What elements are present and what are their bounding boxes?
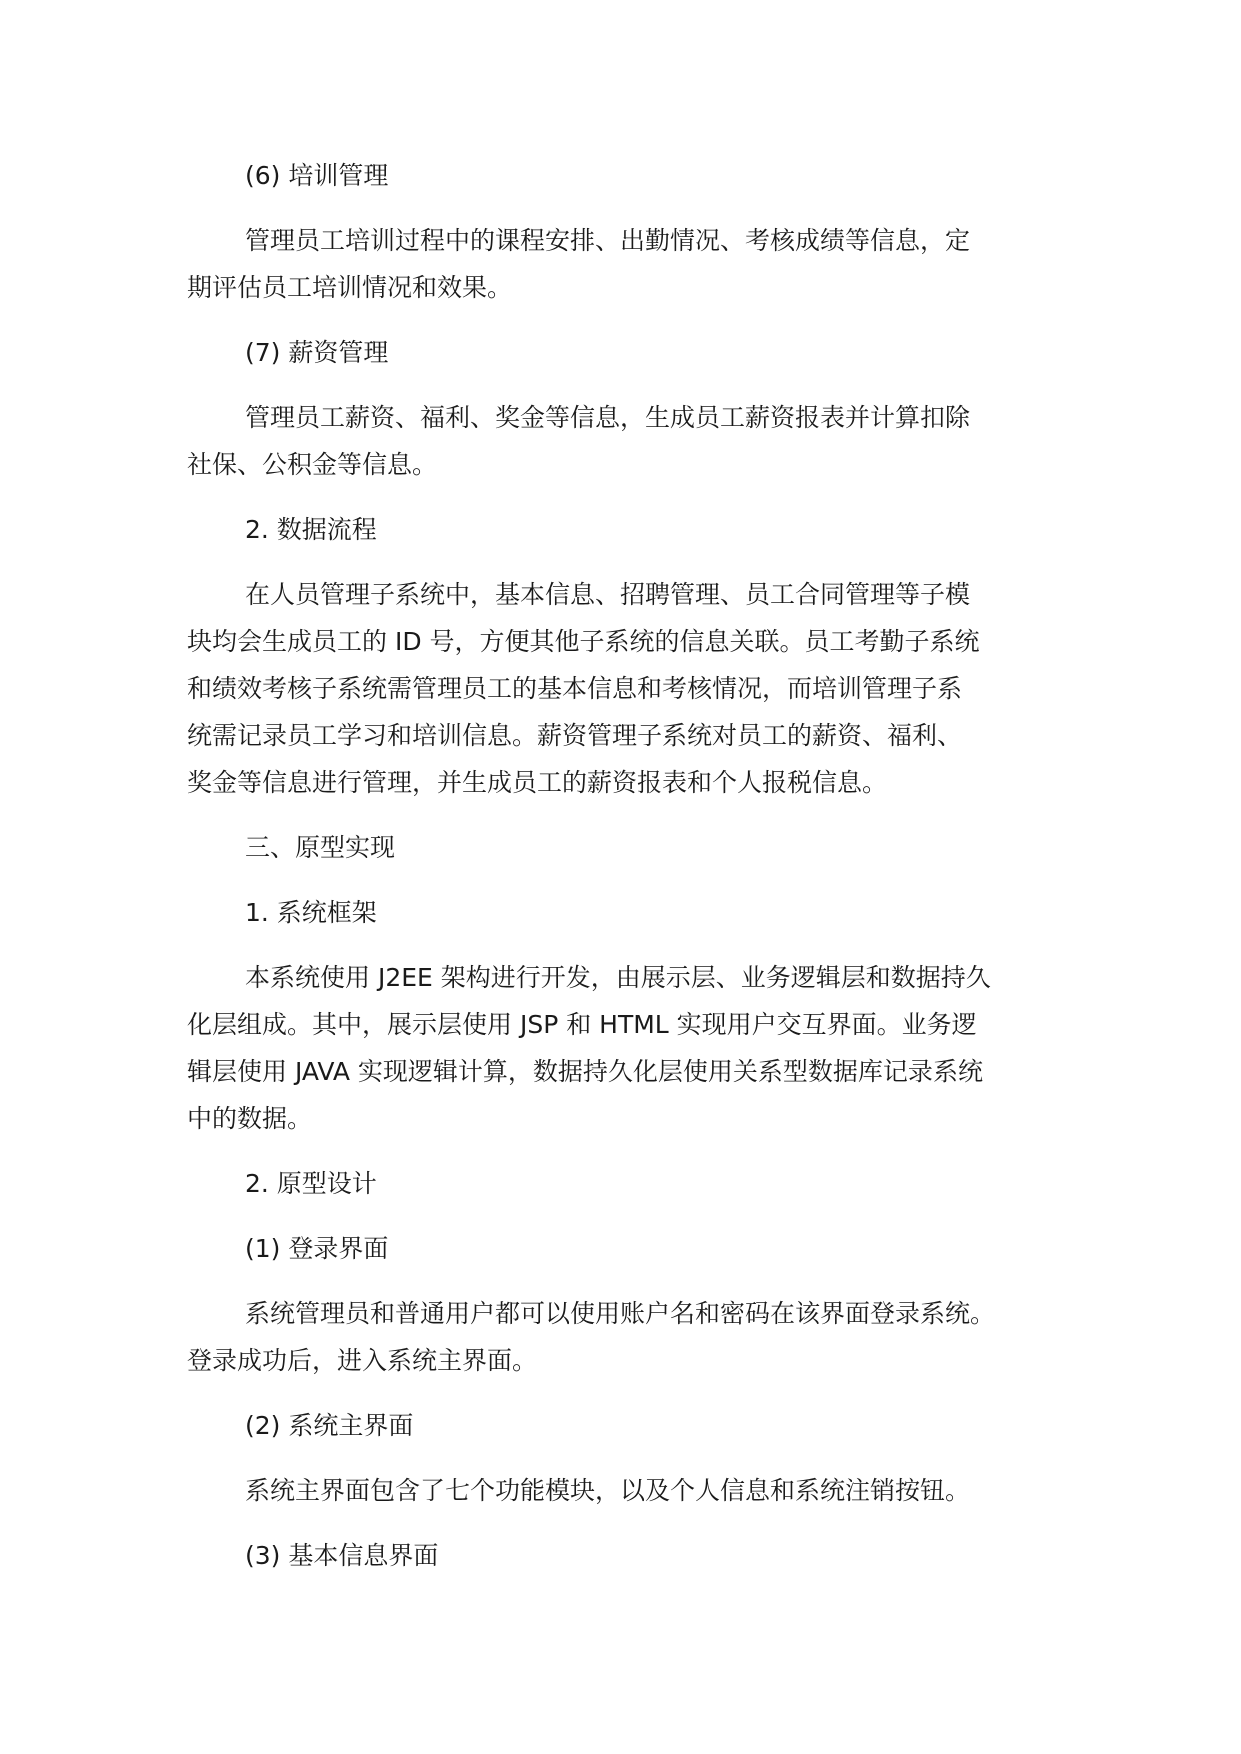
paragraph-line: 化层组成。其中，展示层使用 JSP 和 HTML 实现用户交互界面。业务逻 [187,1010,977,1039]
paragraph-line: 系统管理员和普通用户都可以使用账户名和密码在该界面登录系统。 [245,1299,996,1328]
section-heading [187,1160,1067,1207]
section-heading [187,506,1067,553]
paragraph [187,217,1067,311]
heading-text: (6) 培训管理 [245,161,389,190]
paragraph [187,1467,1067,1514]
paragraph-line: 期评估员工培训情况和效果。 [187,273,513,302]
section-heading [187,1225,1067,1272]
section-heading [187,889,1067,936]
document-body [187,152,1067,1597]
paragraph-line: 管理员工培训过程中的课程安排、出勤情况、考核成绩等信息，定 [245,226,971,255]
paragraph-line: 中的数据。 [187,1104,313,1133]
paragraph-line: 奖金等信息进行管理，并生成员工的薪资报表和个人报税信息。 [187,768,888,797]
heading-text: (2) 系统主界面 [245,1411,414,1440]
section-heading [187,1532,1067,1579]
paragraph [187,394,1067,488]
paragraph [187,571,1067,806]
paragraph-line: 统需记录员工学习和培训信息。薪资管理子系统对员工的薪资、福利、 [187,721,963,750]
paragraph-line: 本系统使用 J2EE 架构进行开发，由展示层、业务逻辑层和数据持久 [245,963,991,992]
section-heading [187,824,1067,871]
section-heading [187,152,1067,199]
heading-text: 三、原型实现 [245,833,396,862]
paragraph-line: 块均会生成员工的 ID 号，方便其他子系统的信息关联。员工考勤子系统 [187,627,980,656]
paragraph [187,954,1067,1142]
heading-text: (3) 基本信息界面 [245,1541,439,1570]
heading-text: (1) 登录界面 [245,1234,389,1263]
paragraph [187,1290,1067,1384]
paragraph-line: 社保、公积金等信息。 [187,450,438,479]
heading-text: (7) 薪资管理 [245,338,389,367]
paragraph-line: 在人员管理子系统中，基本信息、招聘管理、员工合同管理等子模 [245,580,971,609]
paragraph-line: 管理员工薪资、福利、奖金等信息，生成员工薪资报表并计算扣除 [245,403,971,432]
heading-text: 2. 原型设计 [245,1169,377,1198]
section-heading [187,1402,1067,1449]
paragraph-line: 辑层使用 JAVA 实现逻辑计算，数据持久化层使用关系型数据库记录系统 [187,1057,983,1086]
section-heading [187,329,1067,376]
paragraph-line: 系统主界面包含了七个功能模块，以及个人信息和系统注销按钮。 [245,1476,971,1505]
paragraph-line: 和绩效考核子系统需管理员工的基本信息和考核情况，而培训管理子系 [187,674,963,703]
heading-text: 1. 系统框架 [245,898,377,927]
paragraph-line: 登录成功后，进入系统主界面。 [187,1346,538,1375]
heading-text: 2. 数据流程 [245,515,377,544]
